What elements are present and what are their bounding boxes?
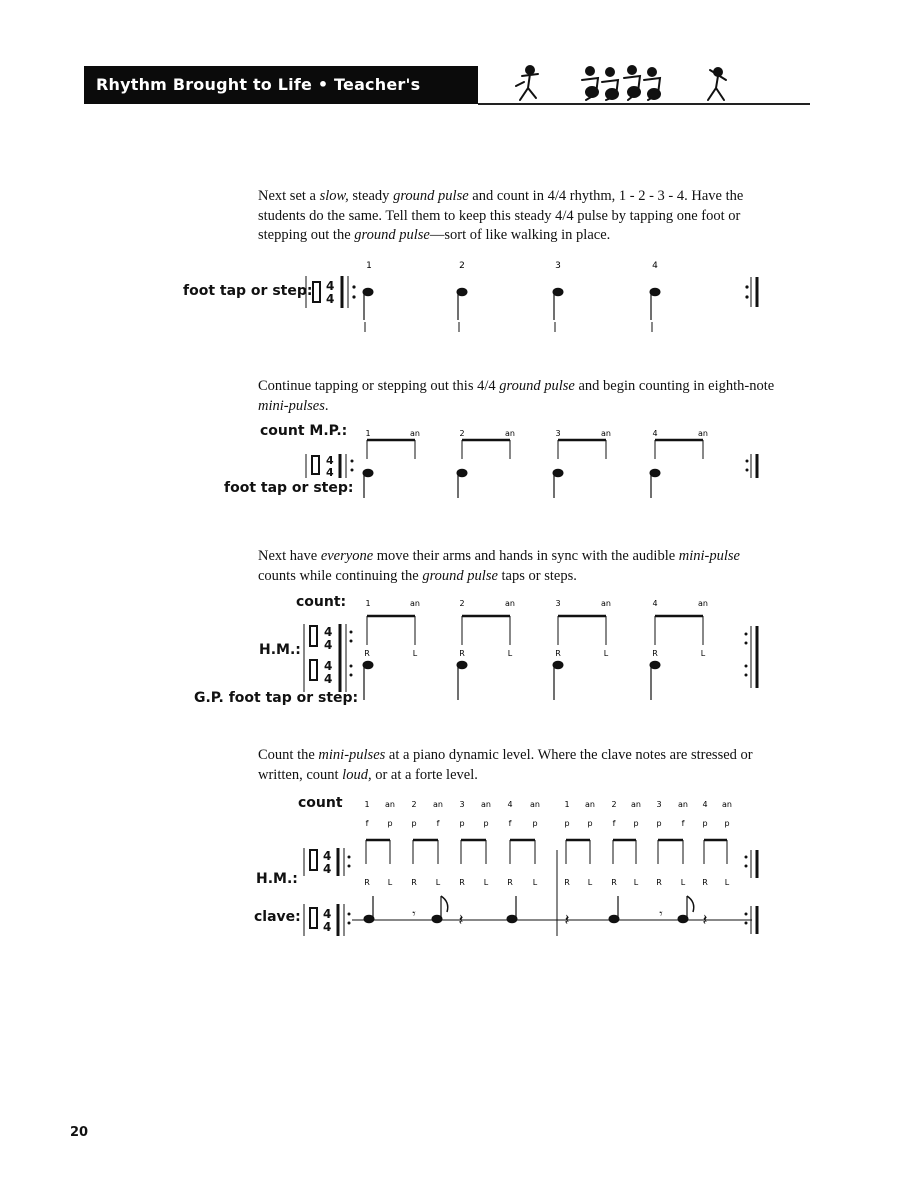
svg-text:R: R xyxy=(459,649,465,658)
svg-text:R: R xyxy=(507,878,513,887)
svg-text:3: 3 xyxy=(656,800,662,809)
s2-beams xyxy=(367,440,703,459)
s4-clef-time xyxy=(304,848,351,936)
svg-text:L: L xyxy=(587,878,593,887)
svg-text:4: 4 xyxy=(326,292,335,306)
svg-text:an: an xyxy=(505,599,515,608)
svg-text:an: an xyxy=(410,429,420,438)
svg-text:p: p xyxy=(724,819,730,828)
svg-text:L: L xyxy=(412,649,418,658)
svg-text:1: 1 xyxy=(364,800,370,809)
svg-text:4: 4 xyxy=(323,920,332,934)
s4-counts xyxy=(364,800,732,809)
svg-text:an: an xyxy=(631,800,641,809)
section3-paragraph: Next have everyone move their arms and hands in sync with the audible mini-pulse counts while continuing the ground pulse taps or steps. xyxy=(258,548,740,584)
s3-counts xyxy=(365,599,708,608)
svg-text:4: 4 xyxy=(507,800,513,809)
svg-text:L: L xyxy=(435,878,441,887)
section3-hm-label: H.M.: xyxy=(259,642,301,658)
section3-gp-label: G.P. foot tap or step: xyxy=(194,690,359,706)
svg-text:f: f xyxy=(365,819,369,828)
s3-clef-time xyxy=(304,624,353,692)
section1-foot-tap-label: foot tap or step: xyxy=(183,283,313,299)
s2-counts xyxy=(365,429,708,438)
running-header-title: Rhythm Brought to Life • Teacher's Manual xyxy=(84,66,478,104)
svg-text:an: an xyxy=(585,800,595,809)
s2-clef-time xyxy=(306,454,354,479)
svg-text:an: an xyxy=(433,800,443,809)
svg-text:L: L xyxy=(680,878,686,887)
s3-beams xyxy=(367,616,703,645)
quarter-rest-icon: 𝄽 xyxy=(458,910,464,929)
s4-dynamics xyxy=(366,819,730,828)
s2-quarter-notes xyxy=(363,469,660,498)
svg-text:R: R xyxy=(411,878,417,887)
svg-text:p: p xyxy=(633,819,639,828)
svg-text:3: 3 xyxy=(555,429,561,438)
svg-text:p: p xyxy=(656,819,662,828)
svg-text:R: R xyxy=(611,878,617,887)
s4-beams xyxy=(366,840,727,864)
s3-end-repeat xyxy=(745,626,758,688)
dancer-figures-illustration xyxy=(478,62,810,104)
svg-text:R: R xyxy=(656,878,662,887)
svg-text:p: p xyxy=(587,819,593,828)
s2-end-repeat xyxy=(746,454,758,478)
svg-text:L: L xyxy=(387,878,393,887)
s1-clef-time xyxy=(306,276,356,308)
svg-text:4: 4 xyxy=(652,599,658,608)
svg-text:an: an xyxy=(505,429,515,438)
svg-text:4: 4 xyxy=(326,279,335,293)
svg-text:4: 4 xyxy=(326,454,334,467)
svg-text:p: p xyxy=(387,819,393,828)
svg-text:p: p xyxy=(483,819,489,828)
s1-count: 4 xyxy=(652,261,658,271)
s1-count: 1 xyxy=(366,261,372,271)
svg-text:4: 4 xyxy=(652,429,658,438)
svg-text:an: an xyxy=(698,599,708,608)
svg-text:4: 4 xyxy=(324,625,333,639)
s4-clave-notes xyxy=(364,896,708,929)
s1-count: 3 xyxy=(555,261,561,271)
svg-text:p: p xyxy=(532,819,538,828)
svg-text:an: an xyxy=(698,429,708,438)
svg-text:4: 4 xyxy=(323,849,332,863)
svg-text:L: L xyxy=(724,878,730,887)
svg-text:R: R xyxy=(702,878,708,887)
s3-hands xyxy=(364,649,706,658)
svg-text:p: p xyxy=(564,819,570,828)
quarter-rest-icon: 𝄽 xyxy=(702,910,708,929)
svg-text:3: 3 xyxy=(555,599,561,608)
svg-text:R: R xyxy=(364,649,370,658)
svg-text:4: 4 xyxy=(324,638,333,652)
svg-text:1: 1 xyxy=(365,599,371,608)
svg-text:L: L xyxy=(532,878,538,887)
section4-paragraph: Count the mini-pulses at a piano dynamic level. Where the clave notes are stressed or written, count loud, or at a forte level. xyxy=(258,747,753,783)
svg-text:f: f xyxy=(508,819,512,828)
section1-paragraph: Next set a slow, steady ground pulse and count in 4/4 rhythm, 1 - 2 - 3 - 4. Have the students do the same. Tell them to keep this steady 4/4 pulse by tapping one foot or stepping out the ground pulse—sort of like walking in place. xyxy=(258,188,744,243)
section2-paragraph: Continue tapping or stepping out this 4/4 ground pulse and begin counting in eighth-note mini-pulses. xyxy=(258,378,775,414)
section2-count-mp-label: count M.P.: xyxy=(260,423,348,439)
s1-end-repeat xyxy=(745,277,757,307)
svg-text:L: L xyxy=(633,878,639,887)
svg-text:R: R xyxy=(364,878,370,887)
eighth-rest-icon: 𝄾 xyxy=(412,907,416,922)
section4-clave-label: clave: xyxy=(254,909,301,925)
svg-text:p: p xyxy=(411,819,417,828)
svg-text:an: an xyxy=(601,429,611,438)
svg-text:an: an xyxy=(410,599,420,608)
svg-text:1: 1 xyxy=(365,429,371,438)
section2-foot-tap-label: foot tap or step: xyxy=(224,480,354,496)
svg-text:4: 4 xyxy=(702,800,708,809)
svg-text:f: f xyxy=(681,819,685,828)
s4-hands xyxy=(364,878,730,887)
svg-text:2: 2 xyxy=(611,800,617,809)
svg-text:L: L xyxy=(603,649,609,658)
svg-text:an: an xyxy=(601,599,611,608)
section4-count-label: count xyxy=(298,795,343,811)
section3-count-label: count: xyxy=(296,594,347,610)
s4-clave-line xyxy=(352,850,752,936)
svg-text:an: an xyxy=(722,800,732,809)
svg-text:R: R xyxy=(652,649,658,658)
svg-text:an: an xyxy=(530,800,540,809)
svg-text:L: L xyxy=(700,649,706,658)
svg-text:L: L xyxy=(507,649,513,658)
svg-text:R: R xyxy=(459,878,465,887)
svg-text:4: 4 xyxy=(326,466,334,479)
svg-text:f: f xyxy=(436,819,440,828)
svg-text:p: p xyxy=(459,819,465,828)
svg-text:2: 2 xyxy=(459,429,465,438)
svg-text:L: L xyxy=(483,878,489,887)
svg-text:2: 2 xyxy=(411,800,417,809)
s4-end-repeat xyxy=(745,850,758,934)
svg-text:R: R xyxy=(564,878,570,887)
s1-count: 2 xyxy=(459,261,465,271)
s1-quarter-notes xyxy=(363,288,660,332)
svg-text:4: 4 xyxy=(324,672,333,686)
svg-text:1: 1 xyxy=(564,800,570,809)
svg-text:p: p xyxy=(702,819,708,828)
svg-text:2: 2 xyxy=(459,599,465,608)
svg-text:an: an xyxy=(385,800,395,809)
svg-text:3: 3 xyxy=(459,800,465,809)
svg-text:R: R xyxy=(555,649,561,658)
svg-text:4: 4 xyxy=(323,907,332,921)
svg-text:4: 4 xyxy=(323,862,332,876)
svg-text:f: f xyxy=(612,819,616,828)
section4-hm-label: H.M.: xyxy=(256,871,298,887)
s3-quarter-notes xyxy=(363,661,660,700)
quarter-rest-icon: 𝄽 xyxy=(564,910,570,929)
svg-text:an: an xyxy=(481,800,491,809)
svg-text:4: 4 xyxy=(324,659,333,673)
svg-text:an: an xyxy=(678,800,688,809)
eighth-rest-icon: 𝄾 xyxy=(659,907,663,922)
page-number: 20 xyxy=(70,1125,89,1140)
